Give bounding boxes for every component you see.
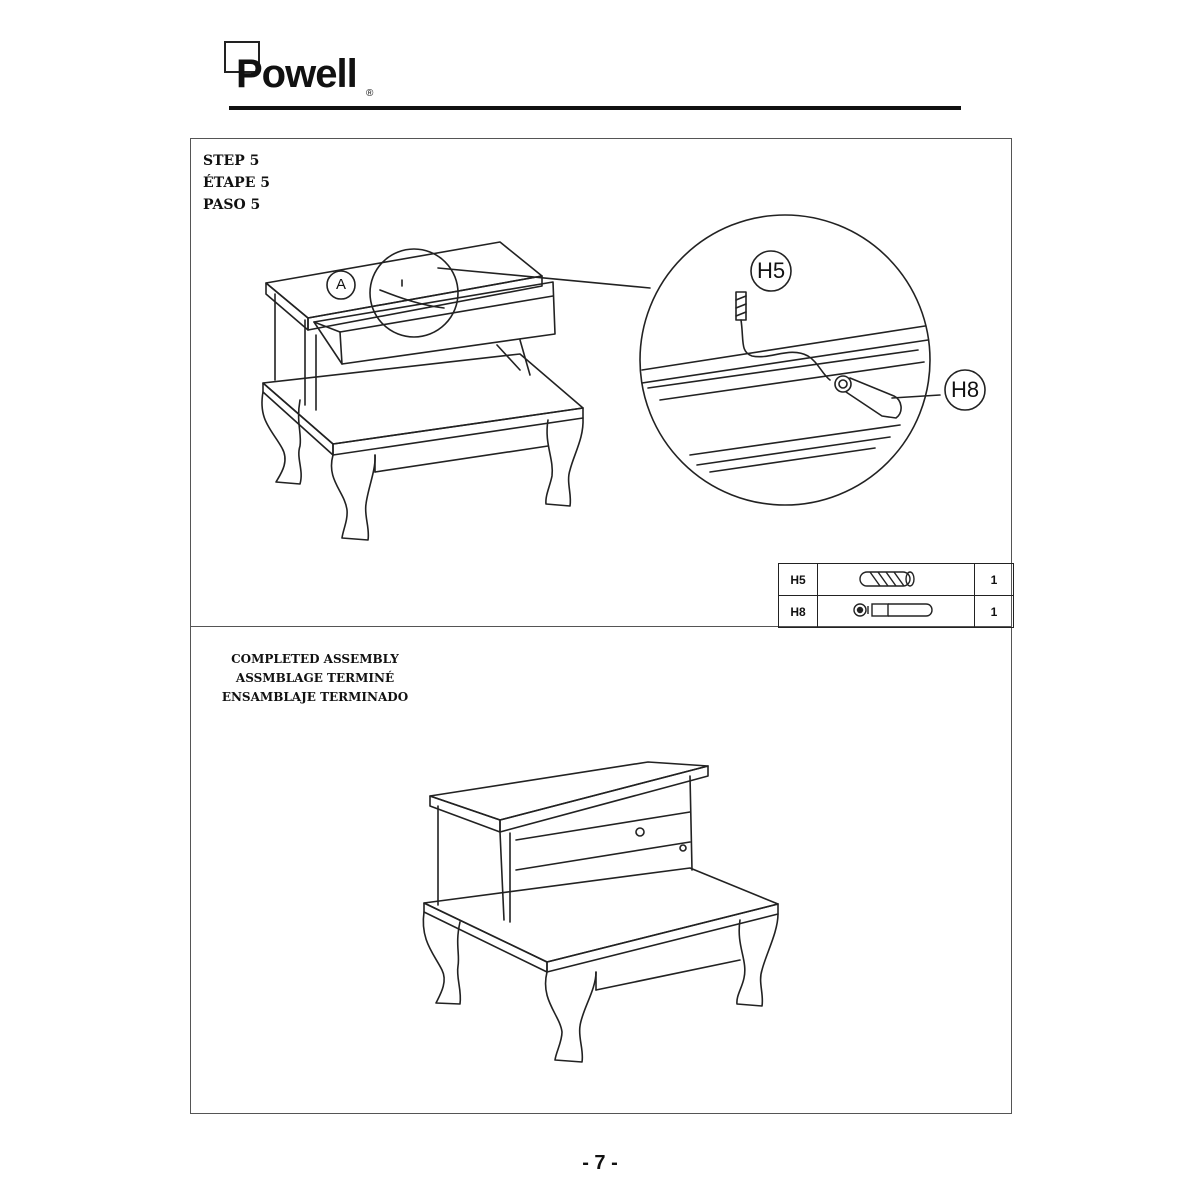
dowel-icon (818, 564, 975, 596)
h8-bolt (835, 376, 940, 418)
step-heading-es: PASO 5 (203, 197, 261, 213)
part-qty: 1 (975, 564, 1014, 596)
cam-bolt-icon (818, 596, 975, 628)
parts-table (778, 563, 1014, 628)
completed-heading (210, 650, 420, 707)
side-panel (275, 294, 530, 410)
completed-heading-fr: ASSMBLAGE TERMINÉ (235, 671, 395, 685)
magnifier-small (370, 249, 650, 337)
completed-stool (423, 762, 778, 1062)
page-number: - 7 - (582, 1152, 618, 1174)
callout-h8: H8 (950, 377, 980, 402)
parts-row (779, 596, 1014, 628)
completed-heading-en: COMPLETED ASSEMBLY (231, 652, 399, 666)
parts-row (779, 564, 1014, 596)
brand-name: Powell (236, 52, 357, 96)
completed-heading-es: ENSAMBLAJE TERMINADO (221, 690, 409, 704)
upper-step-top (266, 242, 542, 330)
trademark-mark: ® (366, 88, 374, 99)
step-heading-fr: ÉTAPE 5 (203, 175, 270, 191)
part-code: H8 (779, 596, 818, 628)
part-code: H5 (779, 564, 818, 596)
part-qty: 1 (975, 596, 1014, 628)
step-heading-en: STEP 5 (203, 153, 260, 169)
callout-part-a: A (335, 276, 346, 293)
callout-h5: H5 (756, 258, 786, 283)
lower-step (263, 354, 583, 472)
